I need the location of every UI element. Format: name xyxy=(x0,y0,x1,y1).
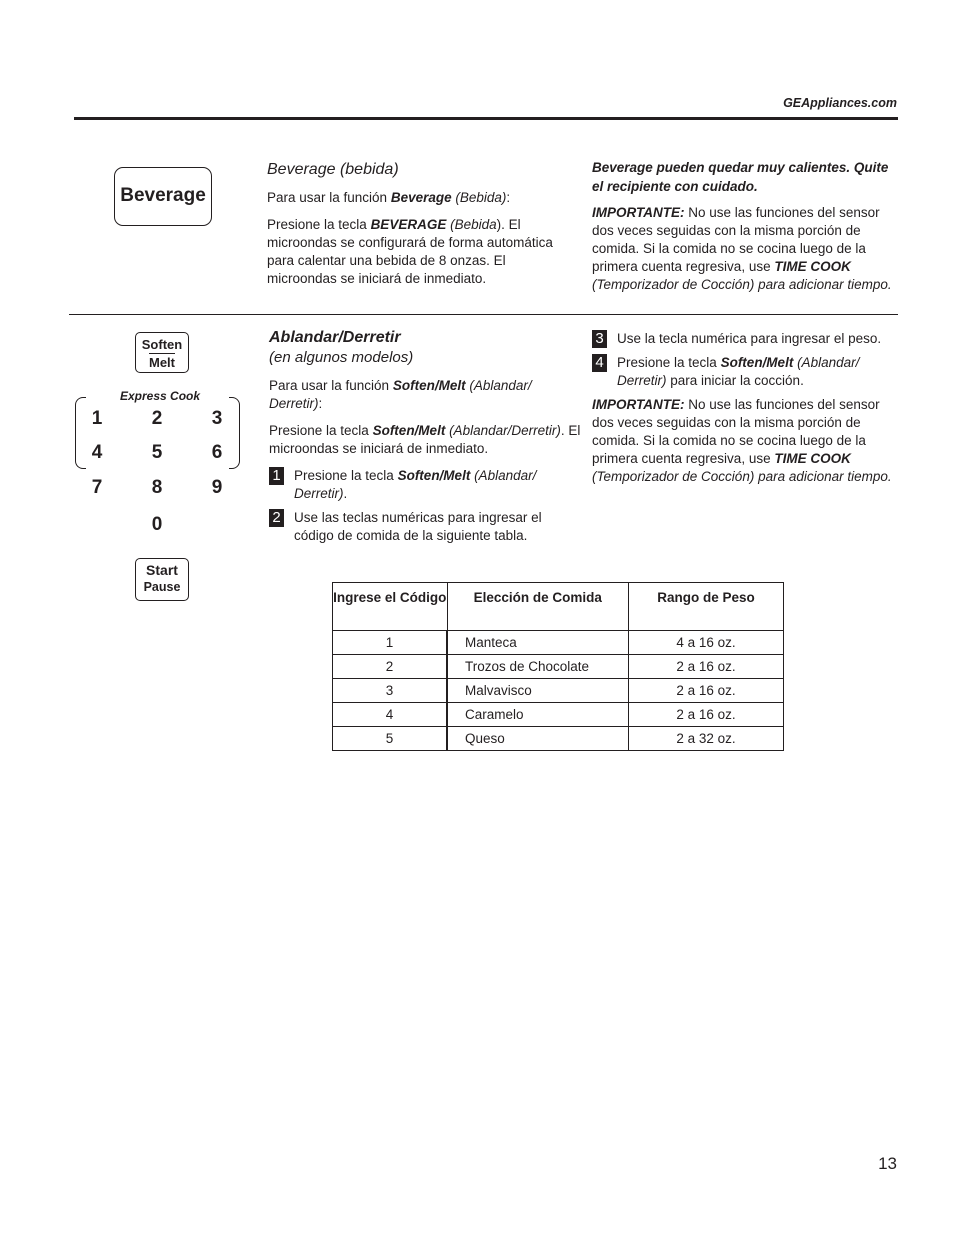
table-row xyxy=(333,631,784,655)
step-number-1: 1 xyxy=(269,467,284,485)
soften-subtitle: (en algunos modelos) xyxy=(269,349,414,366)
cell-weight: 4 a 16 oz. xyxy=(629,631,784,655)
page-number: 13 xyxy=(878,1154,897,1173)
digit-7-key: 7 xyxy=(91,477,103,498)
digit-8-key: 8 xyxy=(151,477,163,498)
table-row xyxy=(333,727,784,751)
cell-food: Manteca xyxy=(447,631,629,655)
digit-2-key: 2 xyxy=(151,408,163,429)
cell-code: 2 xyxy=(333,655,448,679)
section-divider xyxy=(69,314,898,315)
cell-code: 5 xyxy=(333,727,448,751)
cell-weight: 2 a 16 oz. xyxy=(629,655,784,679)
beverage-important: IMPORTANTE: No use las funciones del sensor dos veces seguidas con la misma porción de comida. Si la comida no se cocina luego de la primera cuenta regresiva, use TIME COOK (Temporizador de Cocción) para adicionar tiempo. xyxy=(592,205,892,292)
soften-section xyxy=(269,328,581,545)
pause-label: Pause xyxy=(143,580,181,594)
start-label: Start xyxy=(146,562,178,578)
beverage-key: Beverage xyxy=(114,167,212,226)
cell-code: 3 xyxy=(333,679,448,703)
step-3: 3 Use la tecla numérica para ingresar el peso. xyxy=(592,330,898,348)
table-row xyxy=(333,703,784,727)
soften-notes xyxy=(592,330,898,486)
cell-weight: 2 a 32 oz. xyxy=(629,727,784,751)
beverage-section xyxy=(267,160,579,288)
beverage-warning: Beverage pueden quedar muy calientes. Quite el recipiente con cuidado. xyxy=(592,160,889,194)
site-url: GEAppliances.com xyxy=(783,96,897,110)
digit-4-key: 4 xyxy=(91,442,103,463)
step-number-2: 2 xyxy=(269,509,284,527)
step-2: 2 Use las teclas numéricas para ingresar el código de comida de la siguiente tabla. xyxy=(269,509,581,545)
step-4: 4 Presione la tecla Soften/Melt (Ablandar/ Derretir) para iniciar la cocción. xyxy=(592,354,898,390)
food-code-table xyxy=(332,582,784,751)
soften-label: Soften xyxy=(141,337,183,352)
beverage-intro: Para usar la función Beverage (Bebida): xyxy=(267,190,511,205)
start-pause-key xyxy=(135,558,189,601)
digit-0-key: 0 xyxy=(151,514,163,535)
table-row xyxy=(333,679,784,703)
cell-food: Trozos de Chocolate xyxy=(447,655,629,679)
soften-instructions: Presione la tecla Soften/Melt (Ablandar/Derretir). El microondas se iniciará de inmediato. xyxy=(269,423,581,456)
cell-weight: 2 a 16 oz. xyxy=(629,703,784,727)
cell-code: 1 xyxy=(333,631,448,655)
digit-6-key: 6 xyxy=(211,442,223,463)
header-weight: Rango de Peso xyxy=(629,583,784,631)
melt-label: Melt xyxy=(149,355,175,370)
cell-weight: 2 a 16 oz. xyxy=(629,679,784,703)
cell-code: 4 xyxy=(333,703,448,727)
step-number-4: 4 xyxy=(592,354,607,372)
beverage-title: Beverage (bebida) xyxy=(267,161,399,178)
header-food: Elección de Comida xyxy=(447,583,629,631)
soften-melt-key xyxy=(135,332,189,373)
soften-title: Ablandar/Derretir xyxy=(269,329,401,346)
express-cook-label: Express Cook xyxy=(120,389,201,403)
soften-important: IMPORTANTE: No use las funciones del sensor dos veces seguidas con la misma porción de comida. Si la comida no se cocina luego de la primera cuenta regresiva, use TIME COOK (Temporizador de Cocción) para adicionar tiempo. xyxy=(592,397,892,484)
header-rule xyxy=(74,117,898,120)
beverage-instructions: Presione la tecla BEVERAGE (Bebida). El microondas se configurará de forma automática para calentar una bebida de 8 onzas. El microondas se iniciará de inmediato. xyxy=(267,217,553,286)
digit-3-key: 3 xyxy=(211,408,223,429)
digit-9-key: 9 xyxy=(211,477,223,498)
table-header-row xyxy=(333,583,784,631)
cell-food: Queso xyxy=(447,727,629,751)
table-row xyxy=(333,655,784,679)
header-code: Ingrese el Código xyxy=(333,583,448,631)
cell-food: Caramelo xyxy=(447,703,629,727)
step-1: 1 Presione la tecla Soften/Melt (Ablandar/ Derretir). xyxy=(269,467,581,503)
soften-intro: Para usar la función Soften/Melt (Ablandar/ Derretir): xyxy=(269,378,532,411)
beverage-notes xyxy=(592,158,898,294)
cell-food: Malvavisco xyxy=(447,679,629,703)
digit-1-key: 1 xyxy=(91,408,103,429)
digit-5-key: 5 xyxy=(151,442,163,463)
step-number-3: 3 xyxy=(592,330,607,348)
